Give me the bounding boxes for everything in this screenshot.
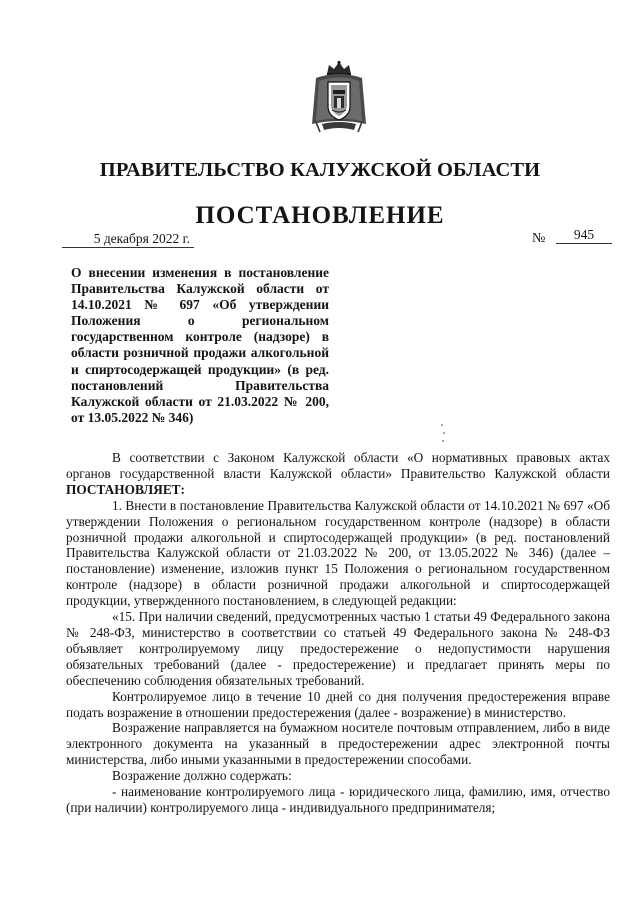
document-type-heading: ПОСТАНОВЛЕНИЕ: [195, 202, 445, 229]
document-subject: О внесении изменения в постановление Правительства Калужской области от 14.10.2021 № 697 «Об утверждении Положения о региональном государственном контроле (надзоре) в области розничной продажи алкогольной и спиртосодержащей продукции» (в ред. постановлений Правительства Калужской области от 21.03.2022 № 200, от 13.05.2022 № 346): [71, 265, 329, 425]
coat-of-arms-icon: [310, 60, 368, 134]
government-title: ПРАВИТЕЛЬСТВО КАЛУЖСКОЙ ОБЛАСТИ: [99, 159, 541, 181]
document-body: [66, 450, 610, 816]
paragraph-2: «15. При наличии сведений, предусмотренных частью 1 статьи 49 Федерального закона № 248-ФЗ, министерство в соответствии со статьей 49 Федерального закона № 248-ФЗ объявляет контролируемому лицу предостережение о недопустимости нарушения обязательных требований (далее - предостережение) и предлагает принять меры по обеспечению соблюдения обязательных требований.: [66, 609, 610, 688]
paragraph-5: Возражение должно содержать:: [112, 768, 292, 784]
paragraph-1: 1. Внести в постановление Правительства Калужской области от 14.10.2021 № 697 «Об утверждении Положения о региональном государственном контроле (надзоре) в области розничной продажи алкогольной и спиртосодержащей продукции» (в ред. постановлений Правительства Калужской области от 21.03.2022 № 200, от 13.05.2022 № 346) (далее – постановление) изменение, изложив пункт 15 Положения о региональном государственном контроле (надзоре) в области розничной продажи алкогольной и спиртосодержащей продукции, утвержденного постановлением, в следующей редакции:: [66, 497, 610, 609]
paragraph-4: Возражение направляется на бумажном носителе почтовым отправлением, либо в виде электронного документа на указанный в предостережении адрес электронной почты министерства, либо иными указанными в предостережении способами.: [66, 720, 610, 768]
number-sign: №: [532, 231, 546, 246]
paragraph-3: Контролируемое лицо в течение 10 дней со дня получения предостережения вправе подать возражение в отношении предостережения (далее - возражение) в министерство.: [66, 688, 610, 720]
scan-speck: [441, 424, 443, 426]
document-date: 5 декабря 2022 г.: [62, 231, 194, 248]
preamble-text: В соответствии с Законом Калужской области «О нормативных правовых актах органов государственной власти Калужской области» Правительство Калужской области: [66, 450, 610, 481]
scan-speck: [442, 440, 444, 442]
scan-speck: [443, 432, 445, 434]
document-number: 945: [556, 227, 612, 244]
paragraph-6: - наименование контролируемого лица - юридического лица, фамилию, имя, отчество (при наличии) контролируемого лица - индивидуального предпринимателя;: [66, 784, 610, 815]
decree-word: ПОСТАНОВЛЯЕТ:: [66, 481, 185, 497]
preamble-paragraph: [66, 450, 610, 498]
